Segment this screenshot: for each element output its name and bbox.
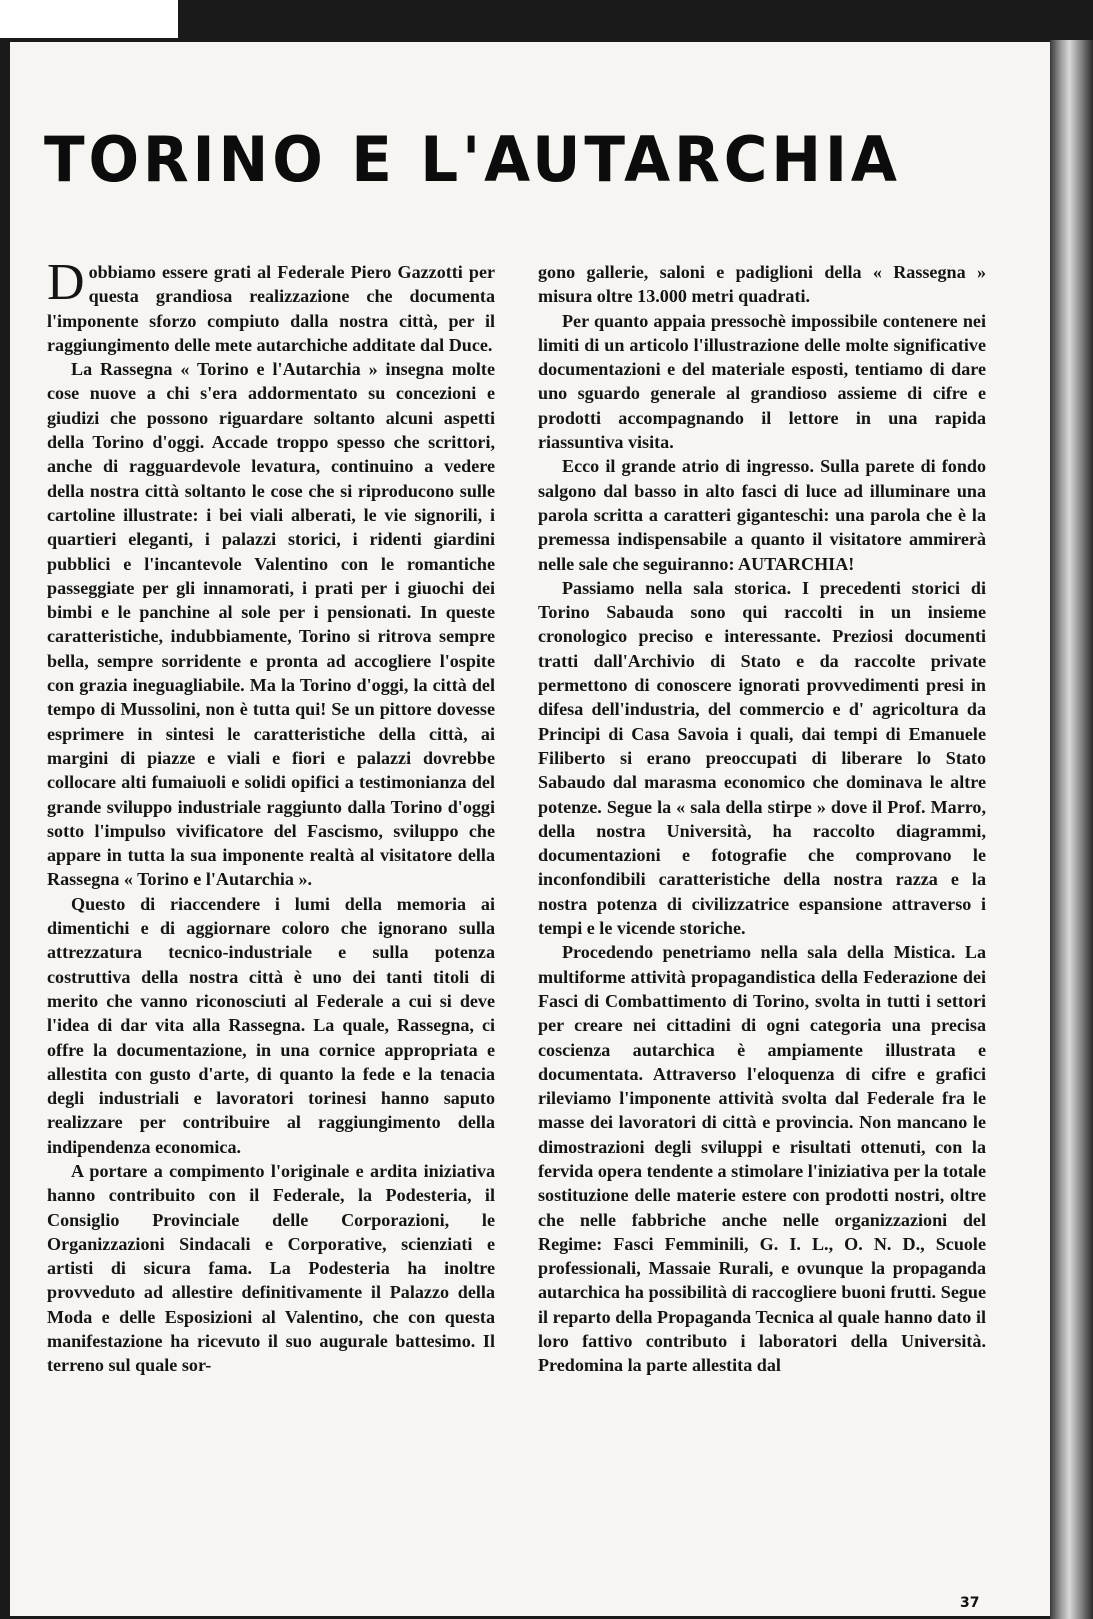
page-number: 37 xyxy=(960,1595,980,1611)
page-edge-shadow xyxy=(1050,40,1093,1619)
paragraph: La Rassegna « Torino e l'Autarchia » insegna molte cose nuove a chi s'era addormentato su concezioni e giudizi che possono riguardare soltanto alcuni aspetti della Torino d'oggi. Accade troppo spesso che scrittori, anche di ragguardevole levatura, continuino a vedere della nostra città soltanto le cose che si riproducono sulle cartoline illustrate: i bei viali alberati, le vie signorili, i quartieri eleganti, i palazzi storici, i ridenti giardini pubblici e l'incantevole Valentino con le romantiche passeggiate per gli innamorati, i prati per i giuochi dei bimbi e le panchine al sole per i pensionati. In queste caratteristiche, indubbiamente, Torino si ritrova sempre bella, sempre sorridente e pronta ad accogliere l'ospite con grazia ineguagliabile. Ma la Torino d'oggi, la città del tempo di Mussolini, non è tutta qui! Se un pittore dovesse esprimere in sintesi le caratteristiche della città, ai margini di piazze e viali e fiori e palazzi dovrebbe collocare alti fumaiuoli e solidi opifici a testimonianza del grande sviluppo industriale raggiunto dalla Torino d'oggi sotto l'impulso vivificatore del Fascismo, sviluppo che appare in tutta la sua imponente realtà al visitatore della Rassegna « Torino e l'Autarchia ». xyxy=(47,359,495,890)
paragraph xyxy=(47,254,495,357)
right-column xyxy=(538,260,986,1378)
drop-cap: D xyxy=(47,254,85,311)
paragraph: Passiamo nella sala storica. I precedenti storici di Torino Sabauda sono qui raccolti in un insieme cronologico preciso e interessante. Preziosi documenti tratti dall'Archivio di Stato e da raccolte private permettono di conoscere ignorati provvedimenti presi in difesa dell'industria, del commercio e d' agricoltura da Principi di Casa Savoia i quali, dai tempi di Emanuele Filiberto si erano preoccupati di liberare lo Stato Sabaudo dal marasma economico che dominava le altre potenze. Segue la « sala della stirpe » dove il Prof. Marro, della nostra Università, ha raccolto diagrammi, documentazioni e fotografie che comprovano le inconfondibili caratteristiche della nostra razza e la nostra potenza di civilizzatrice espansione attraverso i tempi e le vicende storiche. xyxy=(538,577,986,939)
top-margin-strip xyxy=(0,0,178,38)
article-title: TORINO E L'AUTARCHIA xyxy=(44,123,901,196)
paragraph: Questo di riaccendere i lumi della memoria ai dimentichi e di aggiornare coloro che ignorano sulla attrezzatura tecnico-industriale e sulla potenza costruttiva della nostra città è uno dei tanti titoli di merito che vanno riconosciuti al Federale a cui si deve l'idea di dar vita alla Rassegna. La quale, Rassegna, ci offre la documentazione, in una cornice appropriata e allestita con gusto d'arte, di quanto la fede e la tenacia degli industriali e lavoratori torinesi hanno saputo realizzare per contribuire al raggiungimento della indipendenza economica. xyxy=(47,893,495,1157)
paragraph: gono gallerie, saloni e padiglioni della « Rassegna » misura oltre 13.000 metri quadrati. xyxy=(538,262,986,307)
paragraph: Per quanto appaia pressochè impossibile contenere nei limiti di un articolo l'illustrazione delle molte significative documentazioni e del materiale esposti, tentiamo di dare uno sguardo generale al grandioso assieme di cifre e prodotti accompagnando il lettore in una rapida riassuntiva visita. xyxy=(538,310,986,453)
paragraph: Ecco il grande atrio di ingresso. Sulla parete di fondo salgono dal basso in alto fasci di luce ad illuminare una parola scritta a caratteri giganteschi: una parola che è la premessa indispensabile a quanto il visitatore ammirerà nelle sale che seguiranno: AUTARCHIA! xyxy=(538,456,986,574)
paragraph: Procedendo penetriamo nella sala della Mistica. La multiforme attività propagandistica della Federazione dei Fasci di Combattimento di Torino, svolta in tutti i settori per creare nei cittadini di ogni categoria una precisa coscienza autarchica è ampiamente illustrata e documentata. Attraverso l'eloquenza di cifre e grafici rileviamo l'imponente attività svolta dal Federale fra le masse dei lavoratori di città e provincia. Non mancano le dimostrazioni degli sviluppi e risultati ottenuti, con la fervida opera tendente a stimolare l'iniziativa per la totale sostituzione delle materie estere con prodotti nostri, oltre che nelle fabbriche anche nelle organizzazioni del Regime: Fasci Femminili, G. I. L., O. N. D., Scuole professionali, Massaie Rurali, e ovunque la propaganda autarchica ha possibilità di raccogliere buoni frutti. Segue il reparto della Propaganda Tecnica al quale hanno dato il loro fattivo contributo i laboratori della Università. Predomina la parte allestita dal xyxy=(538,942,986,1376)
paragraph: A portare a compimento l'originale e ardita iniziativa hanno contribuito con il Federale, la Podesteria, il Consiglio Provinciale delle Corporazioni, le Organizzazioni Sindacali e Corporative, scienziati e artisti di sicura fama. La Podesteria ha inoltre provveduto ad allestire definitivamente il Palazzo della Moda e delle Esposizioni al Valentino, che con questa manifestazione ha ricevuto il suo augurale battesimo. Il terreno sul quale sor- xyxy=(47,1160,495,1376)
left-column xyxy=(47,254,495,1378)
paragraph-text: obbiamo essere grati al Federale Piero Gazzotti per questa grandiosa realizzazione che documenta l'imponente sforzo compiuto dalla nostra città, per il raggiungimento delle mete autarchiche additate dal Duce. xyxy=(47,262,495,355)
document-page xyxy=(10,42,1050,1616)
